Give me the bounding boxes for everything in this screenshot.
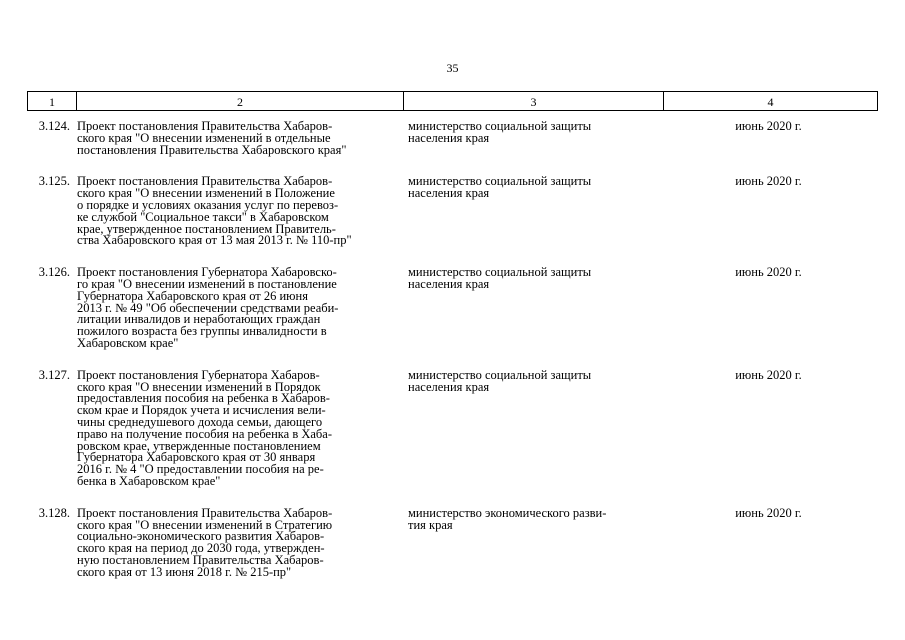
- description-line: социально-экономического развития Хабаров-: [77, 529, 325, 544]
- item-number: 3.125.: [38, 174, 70, 189]
- description-line: Проект постановления Правительства Хабаров-: [77, 119, 333, 133]
- item-description: [76, 367, 400, 488]
- description-line: ства Хабаровского края от 13 мая 2013 г. № 110-пр": [77, 233, 352, 248]
- description-line: ского края "О внесении изменений в Стратегию: [77, 517, 333, 532]
- responsible-line: населения края: [408, 276, 490, 291]
- column-header-table: [27, 91, 878, 111]
- item-deadline: июнь 2020 г.: [735, 119, 802, 133]
- description-line: Проект постановления Правительства Хабаров-: [77, 174, 333, 189]
- item-deadline: июнь 2020 г.: [735, 367, 802, 382]
- description-line: го края "О внесении изменений в постановление: [77, 276, 337, 291]
- description-line: 2016 г. № 4 "О предоставлении пособия на ре-: [77, 462, 324, 477]
- responsible-line: населения края: [408, 379, 490, 394]
- description-line: о порядке и условиях оказания услуг по перевоз-: [77, 197, 339, 212]
- page-number: 35: [446, 61, 459, 75]
- responsible-line: министерство социальной защиты: [408, 367, 592, 382]
- responsible-line: министерство экономического разви-: [408, 505, 607, 520]
- item-deadline: июнь 2020 г.: [735, 265, 802, 280]
- description-line: право на получение пособия на ребенка в Хаба-: [77, 426, 332, 441]
- column-header-4: 4: [664, 92, 878, 111]
- item-responsible: [400, 121, 660, 156]
- item-responsible: [400, 267, 660, 350]
- item-number: 3.127.: [38, 367, 70, 382]
- description-line: ского края "О внесении изменений в отдельные: [77, 130, 331, 145]
- description-line: Проект постановления Губернатора Хабаровско-: [77, 265, 337, 280]
- item-description: [76, 505, 400, 579]
- column-header-3: 3: [404, 92, 664, 111]
- description-line: ровском крае, утвержденные постановлением: [77, 438, 321, 453]
- description-line: Проект постановления Правительства Хабаров-: [77, 505, 333, 520]
- description-line: Хабаровском крае": [77, 335, 179, 350]
- item-number: 3.128.: [38, 505, 70, 520]
- item-responsible: [400, 176, 660, 247]
- responsible-line: населения края: [408, 186, 490, 201]
- column-header-row: [28, 92, 878, 111]
- description-line: ском крае и Порядок учета и исчисления вели-: [77, 403, 326, 418]
- item-number: 3.124.: [38, 119, 70, 133]
- description-line: ную постановлением Правительства Хабаров-: [77, 552, 324, 567]
- item-responsible: [400, 505, 660, 579]
- responsible-line: министерство социальной защиты: [408, 174, 592, 189]
- responsible-line: населения края: [408, 130, 490, 145]
- description-line: литации инвалидов и неработающих граждан: [77, 312, 321, 327]
- description-line: Губернатора Хабаровского края от 30 января: [77, 450, 316, 465]
- description-line: чины среднедушевого дохода семьи, дающего: [77, 414, 323, 429]
- description-line: бенка в Хабаровском крае": [77, 473, 221, 488]
- description-line: ского края "О внесении изменений в Положение: [77, 186, 335, 201]
- responsible-line: тия края: [408, 517, 453, 532]
- table-row: [27, 121, 877, 156]
- description-line: ке службой "Социальное такси" в Хабаровском: [77, 209, 329, 224]
- table-row: [27, 176, 877, 247]
- responsible-line: министерство социальной защиты: [408, 265, 592, 280]
- description-line: ского края на период до 2030 года, утвержден-: [77, 541, 325, 556]
- description-line: ского края "О внесении изменений в Порядок: [77, 379, 321, 394]
- description-line: Проект постановления Губернатора Хабаров-: [77, 367, 320, 382]
- table-row: [27, 505, 877, 579]
- description-line: Губернатора Хабаровского края от 26 июня: [77, 288, 308, 303]
- table-row: [27, 367, 877, 488]
- column-header-1: 1: [28, 92, 77, 111]
- description-line: предоставления пособия на ребенка в Хабаров-: [77, 391, 330, 406]
- item-responsible: [400, 367, 660, 488]
- description-line: ского края от 13 июня 2018 г. № 215-пр": [77, 564, 292, 579]
- plan-items-list: [27, 121, 877, 599]
- description-line: постановления Правительства Хабаровского края": [77, 142, 347, 157]
- item-deadline: июнь 2020 г.: [735, 505, 802, 520]
- item-description: [76, 267, 400, 350]
- responsible-line: министерство социальной защиты: [408, 119, 592, 133]
- table-row: [27, 267, 877, 350]
- item-deadline: июнь 2020 г.: [735, 174, 802, 189]
- item-number: 3.126.: [38, 265, 70, 280]
- description-line: пожилого возраста без группы инвалидности в: [77, 324, 327, 339]
- item-description: [76, 121, 400, 156]
- item-description: [76, 176, 400, 247]
- description-line: 2013 г. № 49 "Об обеспечении средствами реаби-: [77, 300, 339, 315]
- column-header-2: 2: [77, 92, 404, 111]
- description-line: крае, утвержденное постановлением Правитель-: [77, 221, 336, 236]
